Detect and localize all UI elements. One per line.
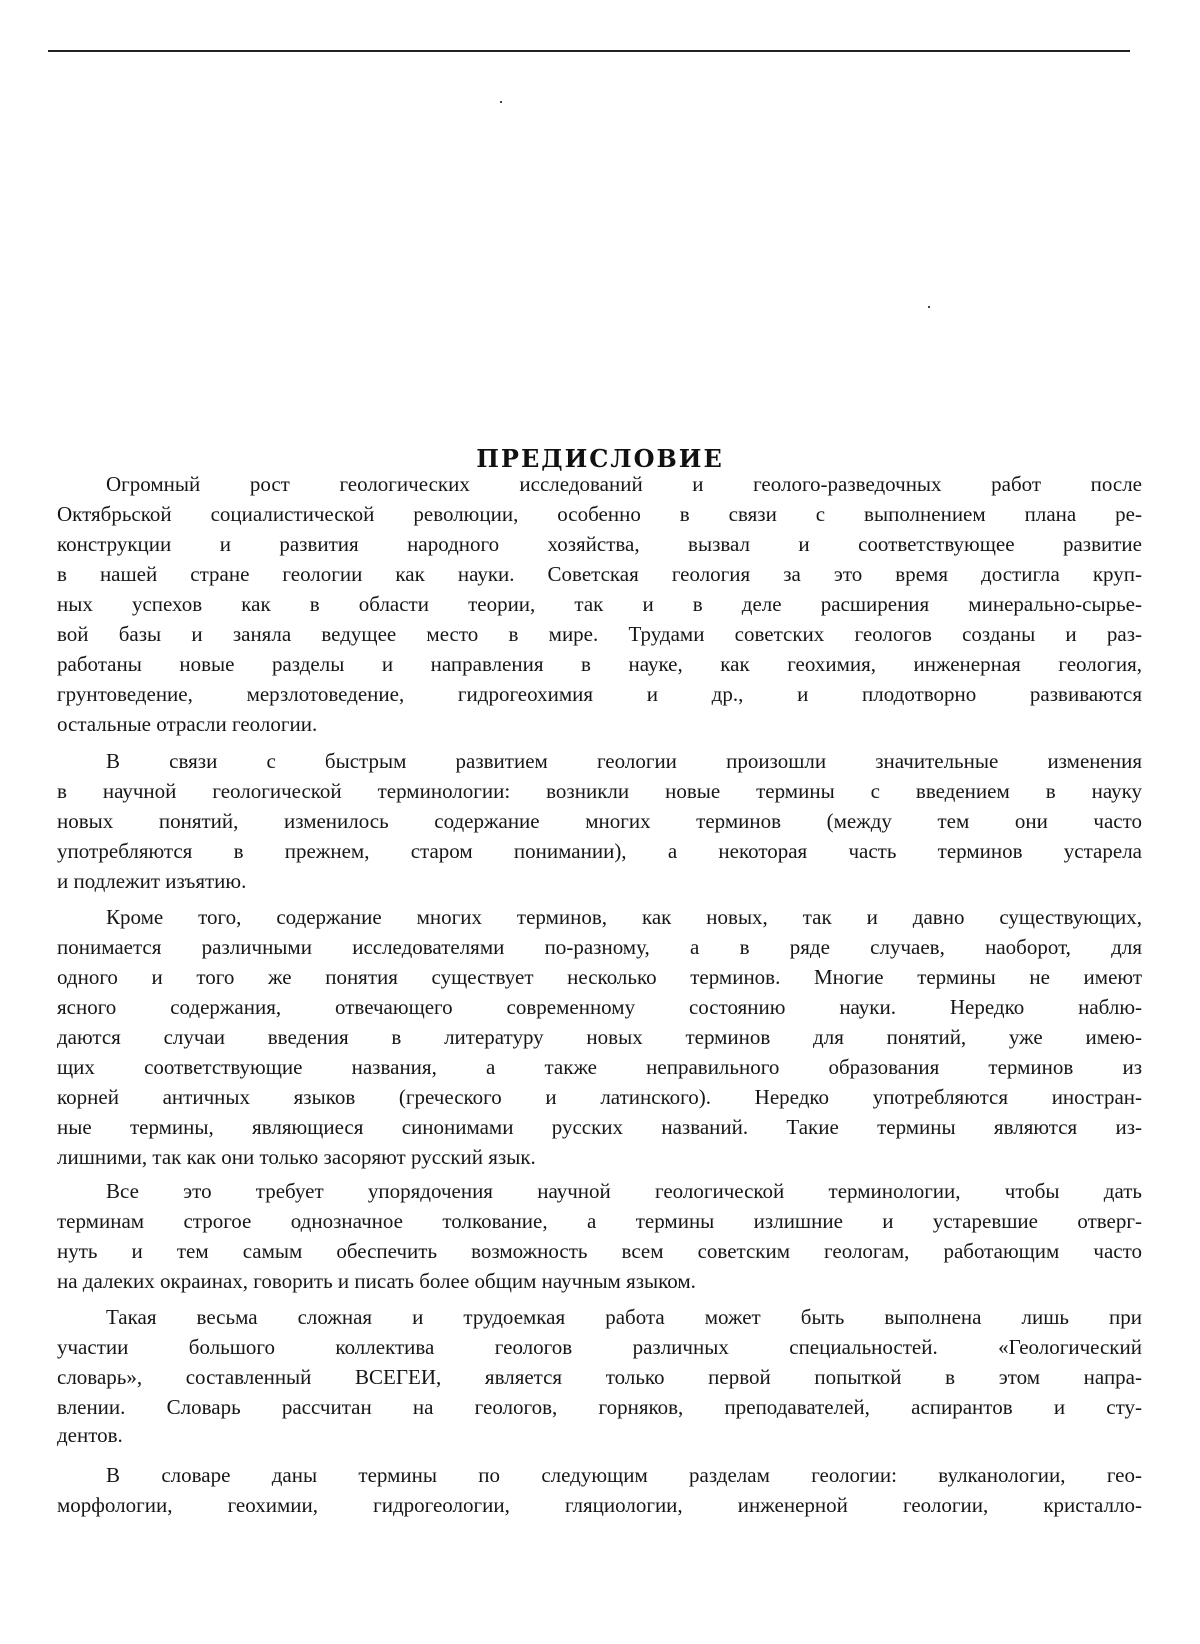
- text-line: понимается различными исследователями по-разному, а в ряде случаев, наоборот, для: [57, 935, 1142, 959]
- text-line: терминам строгое однозначное толкование, а термины излишние и устаревшие отверг-: [57, 1209, 1142, 1233]
- text-line: грунтоведение, мерзлотоведение, гидрогеохимия и др., и плодотворно развиваются: [57, 682, 1142, 706]
- text-line: употребляются в прежнем, старом понимании), а некоторая часть терминов устарела: [57, 839, 1142, 863]
- text-line: Такая весьма сложная и трудоемкая работа может быть выполнена лишь при: [106, 1305, 1142, 1329]
- text-line: ясного содержания, отвечающего современному состоянию науки. Нередко наблю-: [57, 995, 1142, 1019]
- text-line: работаны новые разделы и направления в науке, как геохимия, инженерная геология,: [57, 652, 1142, 676]
- text-line: лишними, так как они только засоряют русский язык.: [57, 1145, 536, 1169]
- text-line: новых понятий, изменилось содержание многих терминов (между тем они часто: [57, 809, 1142, 833]
- text-line: Огромный рост геологических исследований и геолого-разведочных работ после: [106, 472, 1142, 496]
- text-line: Октябрьской социалистической революции, особенно в связи с выполнением плана ре-: [57, 502, 1142, 526]
- text-line: В словаре даны термины по следующим разделам геологии: вулканологии, гео-: [106, 1463, 1142, 1487]
- text-line: конструкции и развития народного хозяйства, вызвал и соответствующее развитие: [57, 532, 1142, 556]
- text-line: в научной геологической терминологии: возникли новые термины с введением в науку: [57, 779, 1142, 803]
- text-line: дентов.: [57, 1423, 123, 1447]
- text-line: остальные отрасли геологии.: [57, 712, 318, 736]
- text-line: ных успехов как в области теории, так и в деле расширения минерально-сырье-: [57, 592, 1142, 616]
- text-line: морфологии, геохимии, гидрогеологии, гляциологии, инженерной геологии, кристалло-: [57, 1493, 1142, 1517]
- text-line: словарь», составленный ВСЕГЕИ, является только первой попыткой в этом напра-: [57, 1365, 1142, 1389]
- text-line: участии большого коллектива геологов различных специальностей. «Геологический: [57, 1335, 1142, 1359]
- text-line: ные термины, являющиеся синонимами русских названий. Такие термины являются из-: [57, 1115, 1142, 1139]
- text-line: Кроме того, содержание многих терминов, как новых, так и давно существующих,: [106, 905, 1142, 929]
- text-line: и подлежит изъятию.: [57, 869, 247, 893]
- text-line: Все это требует упорядочения научной геологической терминологии, чтобы дать: [106, 1179, 1142, 1203]
- text-line: корней античных языков (греческого и латинского). Нередко употребляются иностран-: [57, 1085, 1142, 1109]
- text-line: одного и того же понятия существует несколько терминов. Многие термины не имеют: [57, 965, 1142, 989]
- text-line: В связи с быстрым развитием геологии произошли значительные изменения: [106, 749, 1142, 773]
- text-line: влении. Словарь рассчитан на геологов, горняков, преподавателей, аспирантов и сту-: [57, 1395, 1142, 1419]
- scan-speck: [928, 306, 930, 308]
- text-line: даются случаи введения в литературу новых терминов для понятий, уже имею-: [57, 1025, 1142, 1049]
- text-line: щих соответствующие названия, а также неправильного образования терминов из: [57, 1055, 1142, 1079]
- page-title: ПРЕДИСЛОВИЕ: [476, 444, 724, 473]
- scan-speck: [500, 101, 502, 103]
- top-rule: [48, 50, 1130, 52]
- text-line: вой базы и заняла ведущее место в мире. Трудами советских геологов созданы и раз-: [57, 622, 1142, 646]
- text-line: в нашей стране геологии как науки. Советская геология за это время достигла круп-: [57, 562, 1142, 586]
- text-line: нуть и тем самым обеспечить возможность всем советским геологам, работающим часто: [57, 1239, 1142, 1263]
- text-line: на далеких окраинах, говорить и писать более общим научным языком.: [57, 1269, 696, 1293]
